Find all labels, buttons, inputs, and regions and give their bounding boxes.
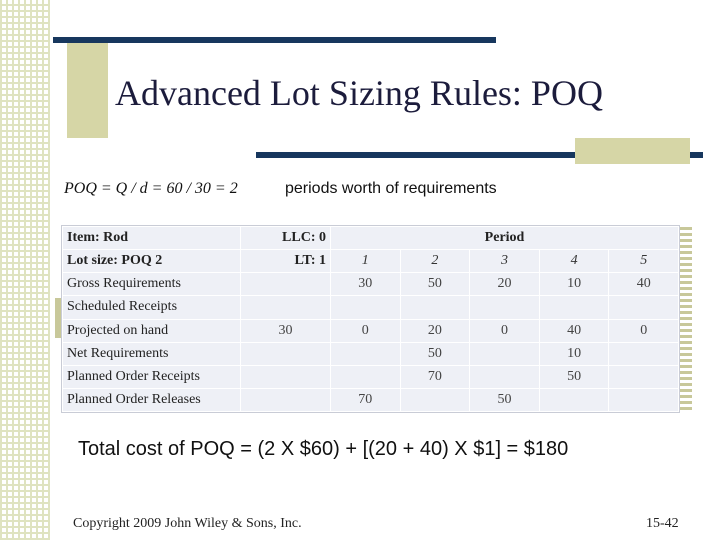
row-initial-value bbox=[241, 273, 331, 296]
cell-value: 0 bbox=[470, 319, 540, 342]
accent-box-right bbox=[575, 138, 690, 164]
row-label: Gross Requirements bbox=[63, 273, 241, 296]
cell-value bbox=[470, 296, 540, 319]
item-label: Item: Rod bbox=[63, 227, 241, 250]
cell-value: 70 bbox=[331, 388, 401, 411]
decorative-pattern-right bbox=[678, 225, 692, 410]
row-initial-value bbox=[241, 388, 331, 411]
poq-formula: POQ = Q / d = 60 / 30 = 2 bbox=[64, 180, 238, 197]
period-1: 1 bbox=[331, 250, 401, 273]
row-initial-value bbox=[241, 365, 331, 388]
row-label: Planned Order Releases bbox=[63, 388, 241, 411]
cell-value: 50 bbox=[470, 388, 540, 411]
cell-value: 50 bbox=[539, 365, 609, 388]
cell-value bbox=[331, 365, 401, 388]
cell-value bbox=[609, 365, 679, 388]
period-3: 3 bbox=[470, 250, 540, 273]
cell-value: 20 bbox=[470, 273, 540, 296]
accent-box bbox=[67, 38, 108, 138]
row-label: Planned Order Receipts bbox=[63, 365, 241, 388]
mrp-table bbox=[62, 226, 679, 412]
cell-value: 40 bbox=[539, 319, 609, 342]
cell-value bbox=[400, 296, 470, 319]
cell-value: 0 bbox=[331, 319, 401, 342]
period-4: 4 bbox=[539, 250, 609, 273]
row-initial-value bbox=[241, 342, 331, 365]
cell-value: 20 bbox=[400, 319, 470, 342]
row-label: Net Requirements bbox=[63, 342, 241, 365]
copyright: Copyright 2009 John Wiley & Sons, Inc. bbox=[73, 516, 302, 531]
cell-value bbox=[609, 388, 679, 411]
table-header-row bbox=[63, 227, 679, 250]
total-cost: Total cost of POQ = (2 X $60) + [(20 + 40) X $1] = $180 bbox=[78, 438, 569, 460]
cell-value bbox=[609, 342, 679, 365]
cell-value bbox=[539, 388, 609, 411]
table-row bbox=[63, 273, 679, 296]
cell-value: 0 bbox=[609, 319, 679, 342]
row-label: Scheduled Receipts bbox=[63, 296, 241, 319]
row-initial-value bbox=[241, 296, 331, 319]
table-subheader-row bbox=[63, 250, 679, 273]
row-label: Projected on hand bbox=[63, 319, 241, 342]
cell-value bbox=[470, 342, 540, 365]
table-row bbox=[63, 365, 679, 388]
cell-value: 30 bbox=[331, 273, 401, 296]
period-2: 2 bbox=[400, 250, 470, 273]
cell-value bbox=[539, 296, 609, 319]
period-label: Period bbox=[331, 227, 679, 250]
page-number: 15-42 bbox=[646, 516, 679, 531]
cell-value bbox=[470, 365, 540, 388]
table-row bbox=[63, 319, 679, 342]
cell-value bbox=[331, 342, 401, 365]
cell-value bbox=[331, 296, 401, 319]
lot-size-label: Lot size: POQ 2 bbox=[63, 250, 241, 273]
table-row bbox=[63, 342, 679, 365]
cell-value: 50 bbox=[400, 342, 470, 365]
cell-value: 70 bbox=[400, 365, 470, 388]
cell-value: 50 bbox=[400, 273, 470, 296]
cell-value bbox=[609, 296, 679, 319]
table-row bbox=[63, 296, 679, 319]
formula-suffix: periods worth of requirements bbox=[285, 180, 497, 197]
table-row bbox=[63, 388, 679, 411]
slide-title: Advanced Lot Sizing Rules: POQ bbox=[115, 73, 603, 113]
cell-value: 10 bbox=[539, 273, 609, 296]
lt-label: LT: 1 bbox=[241, 250, 331, 273]
mrp-table-container bbox=[61, 225, 680, 413]
cell-value: 40 bbox=[609, 273, 679, 296]
cell-value: 10 bbox=[539, 342, 609, 365]
period-5: 5 bbox=[609, 250, 679, 273]
row-initial-value: 30 bbox=[241, 319, 331, 342]
cell-value bbox=[400, 388, 470, 411]
llc-label: LLC: 0 bbox=[241, 227, 331, 250]
title-rule bbox=[53, 37, 496, 43]
decorative-stripe bbox=[0, 0, 50, 540]
